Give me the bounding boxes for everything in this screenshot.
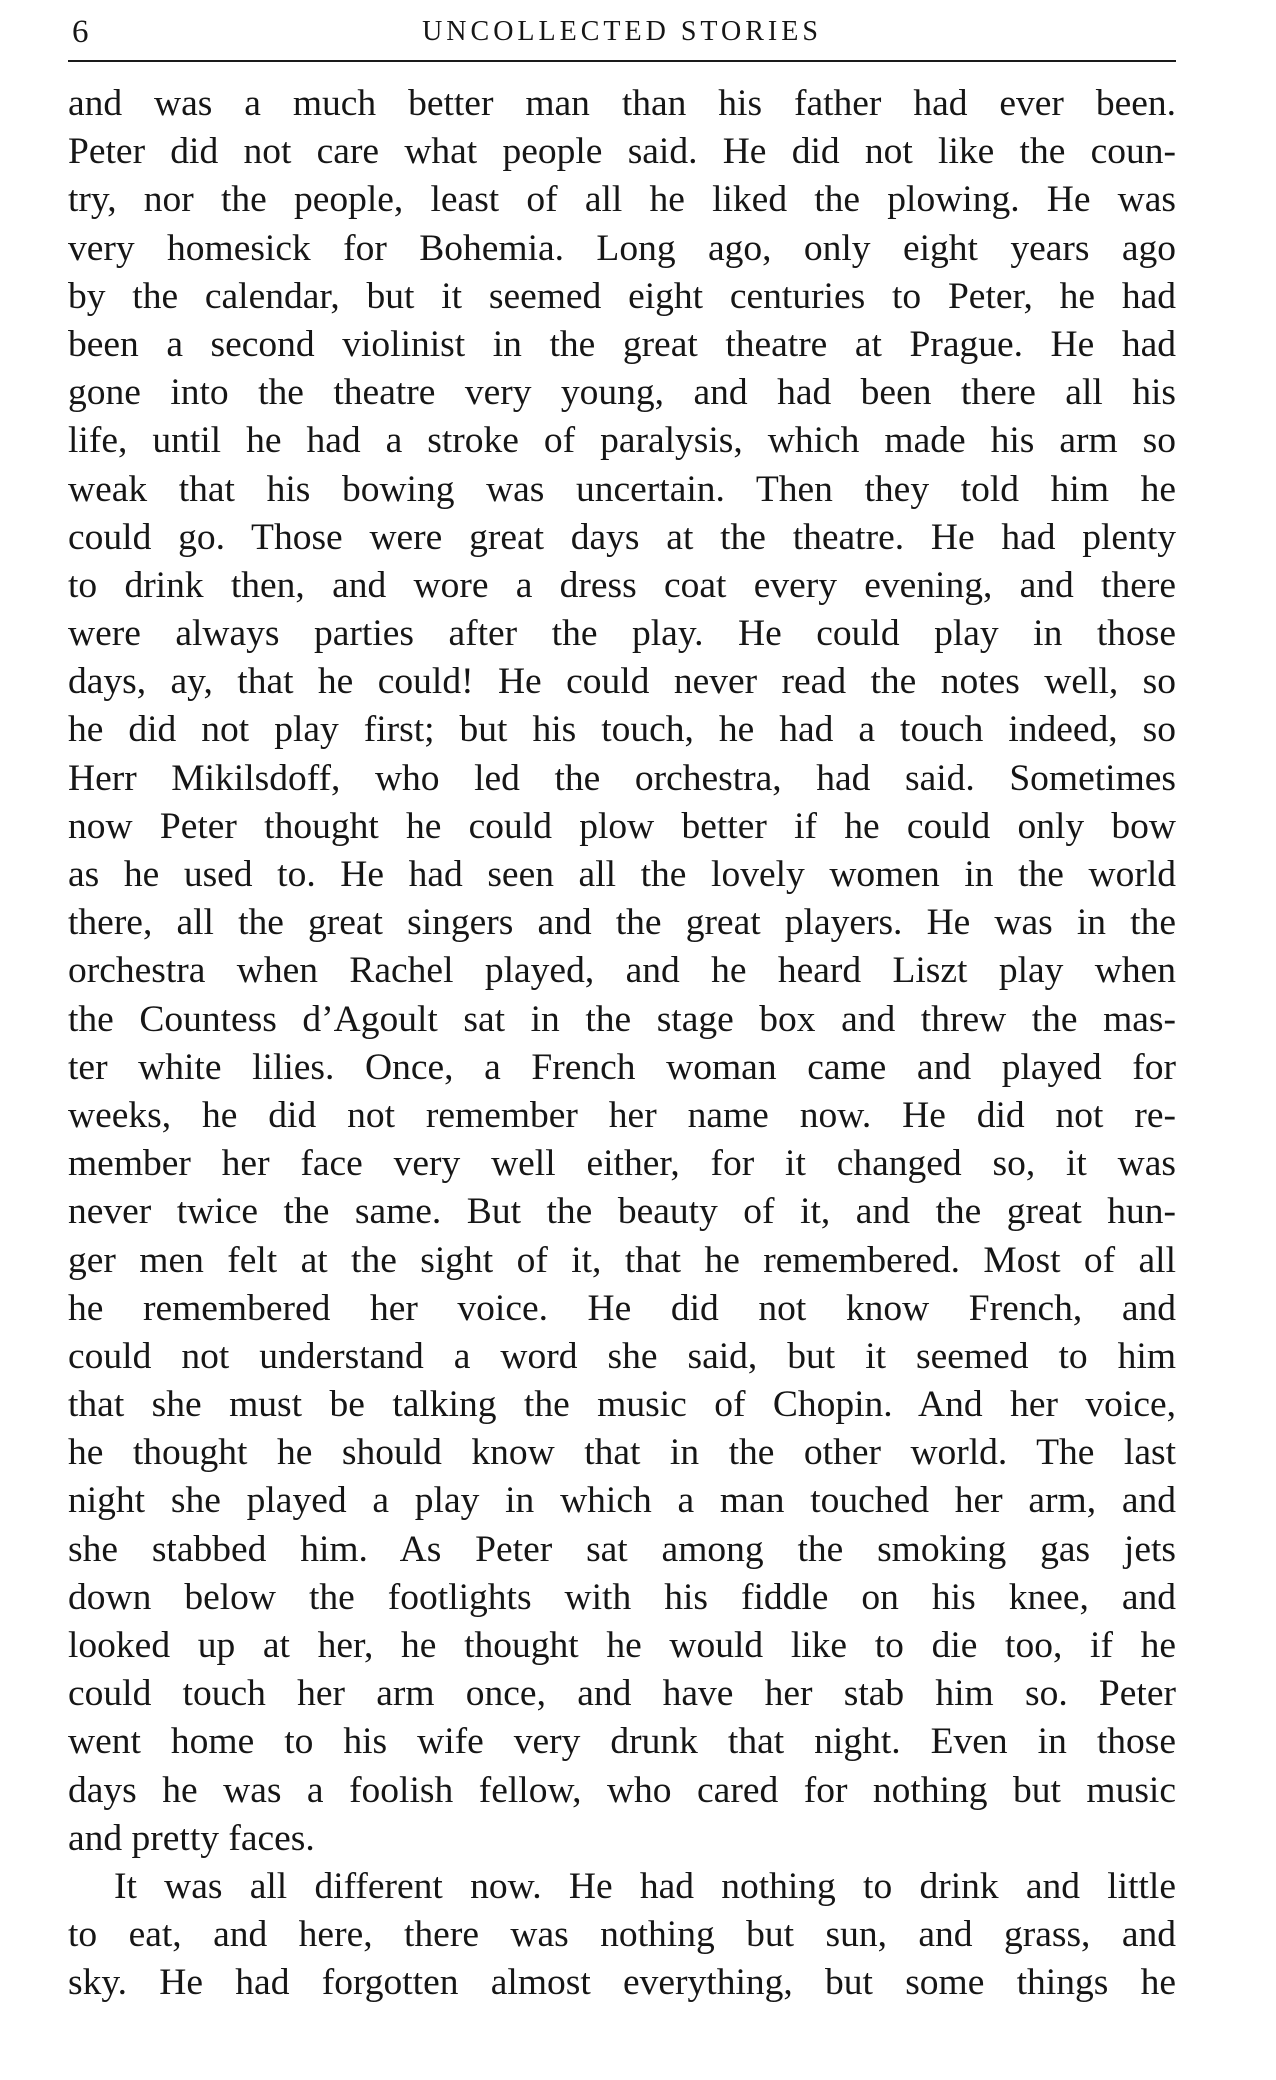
text-line: never twice the same. But the beauty of it, and the great hun-: [68, 1191, 1176, 1233]
body-text: [68, 80, 1176, 2008]
text-line: as he used to. He had seen all the lovely women in the world: [68, 854, 1176, 895]
book-page: [68, 0, 1176, 2080]
text-line: ter white lilies. Once, a French woman came and played for: [68, 1046, 1176, 1088]
running-title: UNCOLLECTED STORIES: [422, 16, 822, 47]
text-line: Peter did not care what people said. He did not like the coun-: [68, 131, 1176, 173]
running-head: [68, 6, 1176, 58]
text-line: and pretty faces.: [68, 1817, 315, 1859]
text-line: there, all the great singers and the great players. He was in the: [68, 902, 1176, 944]
text-line: weak that his bowing was uncertain. Then they told him he: [68, 468, 1176, 510]
paragraph: [68, 1863, 1176, 2008]
text-line: days he was a foolish fellow, who cared for nothing but music: [68, 1769, 1176, 1811]
text-line: the Countess d’Agoult sat in the stage box and threw the mas-: [68, 998, 1176, 1040]
text-line: been a second violinist in the great theatre at Prague. He had: [68, 323, 1176, 365]
text-line: he remembered her voice. He did not know French, and: [68, 1287, 1176, 1329]
text-line: It was all different now. He had nothing to drink and little: [114, 1865, 1176, 1907]
text-line: days, ay, that he could! He could never read the notes well, so: [68, 661, 1176, 703]
header-rule: [68, 60, 1176, 62]
text-line: that she must be talking the music of Chopin. And her voice,: [68, 1384, 1176, 1426]
text-line: night she played a play in which a man touched her arm, and: [68, 1480, 1176, 1522]
text-line: now Peter thought he could plow better if he could only bow: [68, 805, 1176, 847]
text-line: could touch her arm once, and have her stab him so. Peter: [68, 1673, 1176, 1715]
text-line: he did not play first; but his touch, he had a touch indeed, so: [68, 709, 1176, 751]
text-line: could not understand a word she said, but it seemed to him: [68, 1335, 1176, 1377]
text-line: she stabbed him. As Peter sat among the smoking gas jets: [68, 1528, 1176, 1570]
text-line: went home to his wife very drunk that night. Even in those: [68, 1721, 1176, 1763]
text-line: looked up at her, he thought he would like to die too, if he: [68, 1625, 1176, 1666]
text-line: gone into the theatre very young, and had been there all his: [68, 372, 1176, 414]
paragraph: [68, 80, 1176, 1863]
text-line: try, nor the people, least of all he liked the plowing. He was: [68, 179, 1176, 221]
text-line: down below the footlights with his fiddle on his knee, and: [68, 1576, 1176, 1618]
text-line: could go. Those were great days at the theatre. He had plenty: [68, 516, 1176, 558]
text-line: orchestra when Rachel played, and he heard Liszt play when: [68, 950, 1176, 992]
text-line: very homesick for Bohemia. Long ago, only eight years ago: [68, 227, 1176, 269]
text-line: he thought he should know that in the other world. The last: [68, 1432, 1176, 1474]
text-line: by the calendar, but it seemed eight centuries to Peter, he had: [68, 275, 1176, 317]
text-line: were always parties after the play. He could play in those: [68, 613, 1176, 655]
text-line: Herr Mikilsdoff, who led the orchestra, had said. Sometimes: [68, 757, 1176, 799]
text-line: ger men felt at the sight of it, that he remembered. Most of all: [68, 1239, 1176, 1281]
text-line: to drink then, and wore a dress coat every evening, and there: [68, 564, 1176, 606]
text-line: and was a much better man than his father had ever been.: [68, 83, 1176, 124]
text-line: sky. He had forgotten almost everything, but some things he: [68, 1962, 1176, 2004]
page-number: 6: [72, 14, 89, 50]
text-line: to eat, and here, there was nothing but sun, and grass, and: [68, 1914, 1176, 1956]
text-line: member her face very well either, for it changed so, it was: [68, 1143, 1176, 1185]
text-line: life, until he had a stroke of paralysis, which made his arm so: [68, 420, 1176, 462]
text-line: weeks, he did not remember her name now. He did not re-: [68, 1094, 1176, 1136]
